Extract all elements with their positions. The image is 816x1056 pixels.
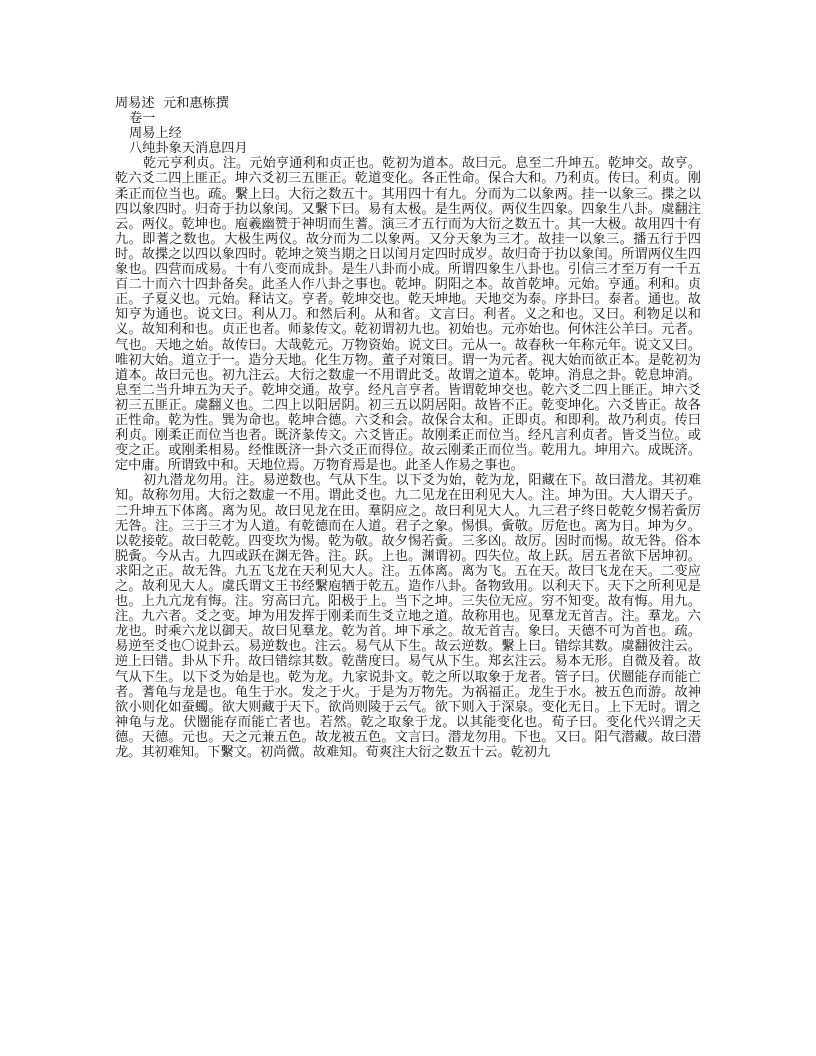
document-body — [115, 96, 701, 760]
heading-volume: 卷一 — [129, 111, 156, 127]
body-paragraph-1: 乾元亨利贞。注。元始亨通利和贞正也。乾初为道本。故曰元。息至二升坤五。乾坤交。故亨。乾六爻二四上匪正。坤六爻初三五匪正。乾道变化。各正性命。保合大和。乃利贞。传曰。利贞。刚柔正而位当也。疏。繫上曰。大衍之数五十。其用四十有九。分而为二以象两。挂一以象三。揲之以四以象四时。归奇于扐以象闰。又繫下曰。易有太极。是生两仪。两仪生四象。四象生八卦。虞翻注云。两仪。乾坤也。庖羲幽赞于神明而生蓍。演三才五行而为大衍之数五十。其一大极。故用四十有九。即蓍之数也。大极生两仪。故分而为二以象两。又分天象为三才。故挂一以象三。播五行于四时。故揲之以四以象四时。乾坤之筴当期之日以闰月定四时成岁。故归奇于扐以象闰。所谓两仪生四象也。四营而成易。十有八变而成卦。是生八卦而小成。所谓四象生八卦也。引信三才至万有一千五百二十而六十四卦备矣。此圣人作八卦之事也。乾坤。阴阳之本。故首乾坤。元始。亨通。利和。贞正。子夏义也。元始。释诂文。亨者。乾坤交也。乾天坤地。天地交为泰。序卦曰。泰者。通也。故知亨为通也。说文曰。利从刀。和然后利。从和省。文言曰。利者。义之和也。又曰。利物足以和义。故知利和也。贞正也者。师彖传文。乾初谓初九也。初始也。元亦始也。何休注公羊曰。元者。气也。天地之始。故传曰。大哉乾元。万物资始。说文曰。元从一。故春秋一年称元年。说文又曰。唯初大始。道立于一。造分天地。化生万物。董子对策曰。谓一为元者。视大始而欲正本。是乾初为道本。故曰元也。初九注云。大衍之数虚一不用谓此爻。故谓之道本。乾坤。消息之卦。乾息坤消。息至二当升坤五为天子。乾坤交通。故亨。经凡言亨者。皆谓乾坤交也。乾六爻二四上匪正。坤六爻初三五匪正。虞翻义也。二四上以阳居阴。初三五以阴居阳。故皆不正。乾变坤化。六爻皆正。故各正性命。乾为性。巽为命也。乾坤合德。六爻和会。故保合太和。正即贞。和即利。故乃利贞。传曰利贞。刚柔正而位当也者。既济彖传文。六爻皆正。故刚柔正而位当。经凡言利贞者。皆爻当位。或变之正。或刚柔相易。经惟既济一卦六爻正而得位。故云刚柔正而位当。乾用九。坤用六。成既济。定中庸。所谓致中和。天地位焉。万物育焉是也。此圣人作易之事也。 — [115, 156, 701, 474]
body-paragraph-2: 初九潜龙勿用。注。易逆数也。气从下生。以下爻为始，乾为龙，阳藏在下。故曰潜龙。其初难知。故称勿用。大衍之数虚一不用。谓此爻也。九二见龙在田利见大人。注。坤为田。大人谓天子。二升坤五下体离。离为见。故曰见龙在田。羣阴应之。故曰利见大人。九三君子终日乾乾夕惕若夤厉无咎。注。三于三才为人道。有乾德而在人道。君子之象。惕惧。夤敬。厉危也。离为日。坤为夕。以乾接乾。故曰乾乾。四变坎为惕。乾为敬。故夕惕若夤。三多凶。故厉。因时而惕。故无咎。俗本脱夤。今从古。九四或跃在渊无咎。注。跃。上也。渊谓初。四失位。故上跃。居五者欲下居坤初。求阳之正。故无咎。九五飞龙在天利见大人。注。五体离。离为飞。五在天。故曰飞龙在天。二变应之。故利见大人。虞氏谓文王书经繫庖牺于乾五。造作八卦。备物致用。以利天下。天下之所利见是也。上九亢龙有悔。注。穷高曰亢。阳极于上。当下之坤。三失位无应。穷不知变。故有悔。用九。注。九六者。爻之变。坤为用发挥于刚柔而生爻立地之道。故称用也。见羣龙无首吉。注。羣龙。六龙也。时乘六龙以御天。故曰见羣龙。乾为首。坤下承之。故无首吉。象曰。天德不可为首也。疏。易逆至爻也〇说卦云。易逆数也。注云。易气从下生。故云逆数。繫上曰。错综其数。虞翻彼注云。逆上曰错。卦从下升。故曰错综其数。乾凿度曰。易气从下生。郑玄注云。易本无形。自微及着。故气从下生。以下爻为始是也。乾为龙。九家说卦文。乾之所以取象于龙者。管子曰。伏闓能存而能亡者。蓍龟与龙是也。龟生于水。发之于火。于是为万物先。为祸福正。龙生于水。被五色而游。故神欲小则化如蚕蠋。欲大则藏于天下。欲尚则陵于云气。欲下则入于深泉。变化无日。上下无时。谓之神龟与龙。伏闓能存而能亡者也。若然。乾之取象于龙。以其能变化也。荀子曰。变化代兴谓之天德。天德。元也。天之元兼五色。故龙被五色。文言曰。潜龙勿用。下也。又曰。阳气潜藏。故曰潜龙。其初难知。下繫文。初尚微。故难知。荀爽注大衍之数五十云。乾初九 — [115, 473, 701, 761]
heading-section: 周易上经 — [129, 126, 182, 142]
document-title: 周易述 元和惠栋撰 — [115, 96, 229, 111]
heading-subsection: 八纯卦象天消息四月 — [129, 141, 248, 157]
